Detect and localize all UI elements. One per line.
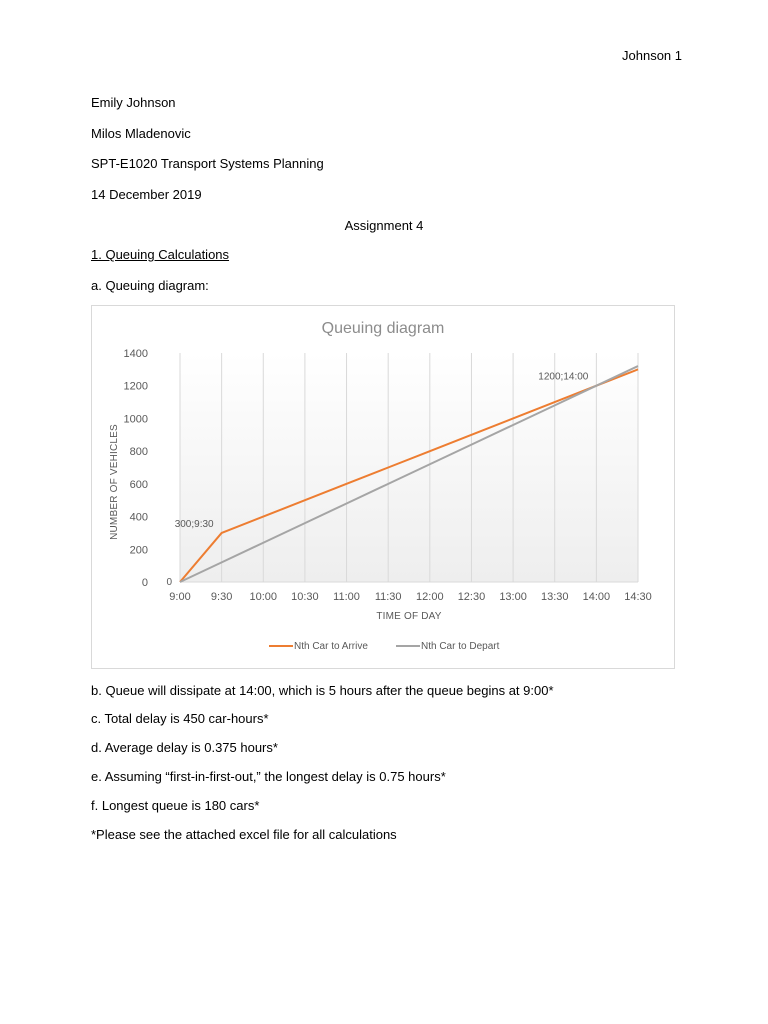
x-tick-label: 9:30: [210, 591, 233, 603]
queuing-diagram-chart: [91, 305, 675, 669]
x-tick-label: 9:00: [169, 591, 191, 603]
x-tick-label: 11:30: [374, 591, 402, 603]
x-tick-label: 14:00: [582, 591, 611, 603]
plot-area: [180, 353, 638, 582]
x-axis-ticks: [169, 591, 651, 603]
page-number-header: Johnson 1: [622, 48, 682, 63]
x-tick-label: 11:00: [333, 591, 360, 603]
section-heading: 1. Queuing Calculations: [91, 247, 230, 262]
y-tick-label: 200: [129, 544, 148, 557]
x-tick-label: 13:00: [499, 591, 527, 603]
legend-label: Nth Car to Arrive: [294, 641, 368, 652]
x-tick-label: 12:00: [416, 591, 444, 603]
y-tick-label: 0: [141, 577, 148, 589]
y-tick-label: 1200: [123, 380, 148, 393]
document-date: 14 December 2019: [91, 187, 202, 202]
y-axis-ticks: [124, 348, 148, 589]
data-label: 300;9:30: [174, 518, 214, 530]
chart-title: Queuing diagram: [321, 320, 445, 337]
x-axis-label: TIME OF DAY: [376, 611, 442, 622]
x-tick-label: 12:30: [457, 591, 486, 603]
x-tick-label: 13:30: [540, 591, 569, 603]
answer-f: f. Longest queue is 180 cars*: [91, 798, 260, 813]
course-name: SPT-E1020 Transport Systems Planning: [91, 156, 324, 171]
item-a-label: a. Queuing diagram:: [91, 278, 209, 293]
answer-b: b. Queue will dissipate at 14:00, which is 5 hours after the queue begins at 9:00*: [91, 683, 554, 698]
chart-grid: [180, 353, 638, 582]
chart-legend: [269, 641, 500, 652]
author-name: Emily Johnson: [91, 95, 176, 110]
answer-e: e. Assuming “first-in-first-out,” the longest delay is 0.75 hours*: [91, 769, 446, 784]
x-tick-label: 10:30: [291, 591, 319, 603]
data-label: 1200;14:00: [538, 371, 589, 383]
footnote: *Please see the attached excel file for all calculations: [91, 827, 397, 842]
document-title: Assignment 4: [344, 218, 424, 233]
y-tick-label: 600: [129, 478, 148, 491]
legend-label: Nth Car to Depart: [421, 641, 500, 652]
chart-svg: [92, 306, 674, 668]
y-axis-label: NUMBER OF VEHICLES: [109, 424, 120, 540]
answer-d: d. Average delay is 0.375 hours*: [91, 740, 278, 755]
y-tick-label: 1400: [123, 348, 148, 360]
y-tick-label: 800: [129, 446, 148, 459]
y-tick-label: 400: [129, 511, 148, 524]
data-label: 0: [166, 577, 172, 588]
instructor-name: Milos Mladenovic: [91, 126, 191, 141]
x-tick-label: 14:30: [624, 591, 652, 603]
x-tick-label: 10:00: [249, 591, 278, 603]
answer-c: c. Total delay is 450 car-hours*: [91, 711, 269, 726]
y-tick-label: 1000: [123, 413, 148, 426]
